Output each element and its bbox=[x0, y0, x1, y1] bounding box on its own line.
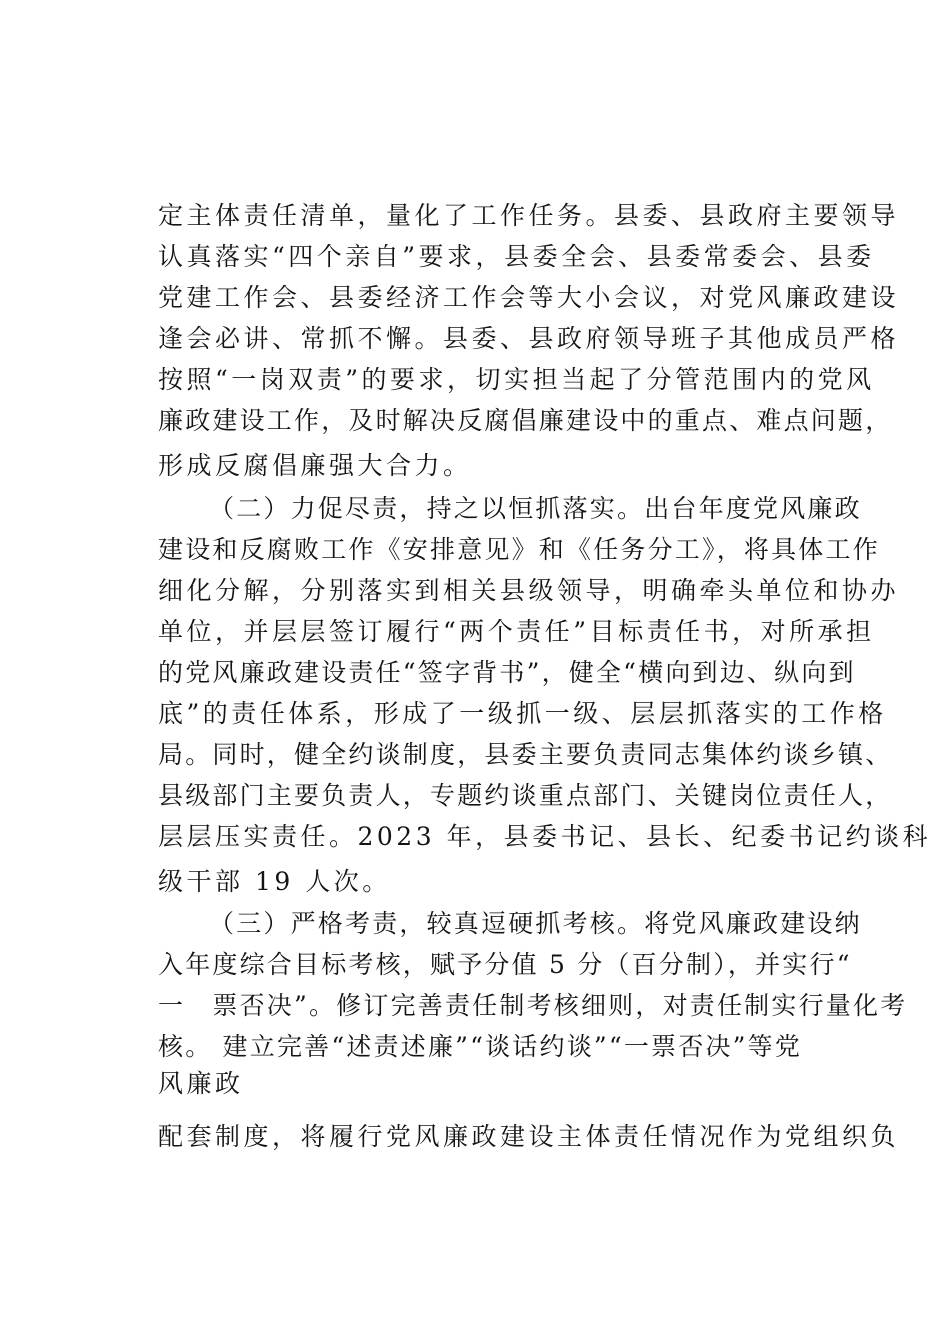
text-line: 局。同时，健全约谈制度，县委主要负责同志集体约谈乡镇、 bbox=[158, 740, 893, 769]
text-line: 入年度综合目标考核，赋予分值 5 分（百分制），并实行“ bbox=[158, 950, 852, 979]
text-line: 级干部 19 人次。 bbox=[158, 867, 391, 896]
text-line: 层层压实责任。2023 年，县委书记、县长、纪委书记约谈科 bbox=[158, 822, 932, 851]
text-line: 的党风廉政建设责任“签字背书”，健全“横向到边、纵向到 bbox=[158, 658, 856, 687]
text-line: 党建工作会、县委经济工作会等大小会议，对党风廉政建设 bbox=[158, 283, 900, 312]
text-line: 认真落实“四个亲自”要求，县委全会、县委常委会、县委 bbox=[158, 242, 875, 271]
text-line: 形成反腐倡廉强大合力。 bbox=[158, 451, 472, 480]
text-line: 单位，并层层签订履行“两个责任”目标责任书，对所承担 bbox=[158, 617, 875, 646]
text-line: 风廉政 bbox=[158, 1069, 244, 1098]
text-line: 建设和反腐败工作《安排意见》和《任务分工》，将具体工作 bbox=[158, 535, 880, 564]
section-heading: （二）力促尽责，持之以恒抓落实。出台年度党风廉政 bbox=[209, 494, 862, 523]
text-line: 一 票否决”。修订完善责任制考核细则，对责任制实行量化考 bbox=[158, 991, 908, 1020]
text-line: 细化分解，分别落实到相关县级领导，明确牵头单位和协办 bbox=[158, 576, 900, 605]
text-line: 配套制度，将履行党风廉政建设主体责任情况作为党组织负 bbox=[158, 1122, 900, 1151]
text-line: 逢会必讲、常抓不懈。县委、县政府领导班子其他成员严格 bbox=[158, 324, 900, 353]
section-heading: （三）严格考责，较真逗硬抓考核。将党风廉政建设纳 bbox=[209, 909, 862, 938]
text-line: 县级部门主要负责人，专题约谈重点部门、关键岗位责任人， bbox=[158, 781, 893, 810]
text-line: 定主体责任清单，量化了工作任务。县委、县政府主要领导 bbox=[158, 201, 900, 230]
text-line: 核。 建立完善“述责述廉”“谈话约谈”“一票否决”等党 bbox=[158, 1032, 803, 1061]
text-line: 廉政建设工作，及时解决反腐倡廉建设中的重点、难点问题， bbox=[158, 406, 893, 435]
text-line: 按照“一岗双责”的要求，切实担当起了分管范围内的党风 bbox=[158, 365, 875, 394]
text-line: 底”的责任体系，形成了一级抓一级、层层抓落实的工作格 bbox=[158, 699, 887, 728]
